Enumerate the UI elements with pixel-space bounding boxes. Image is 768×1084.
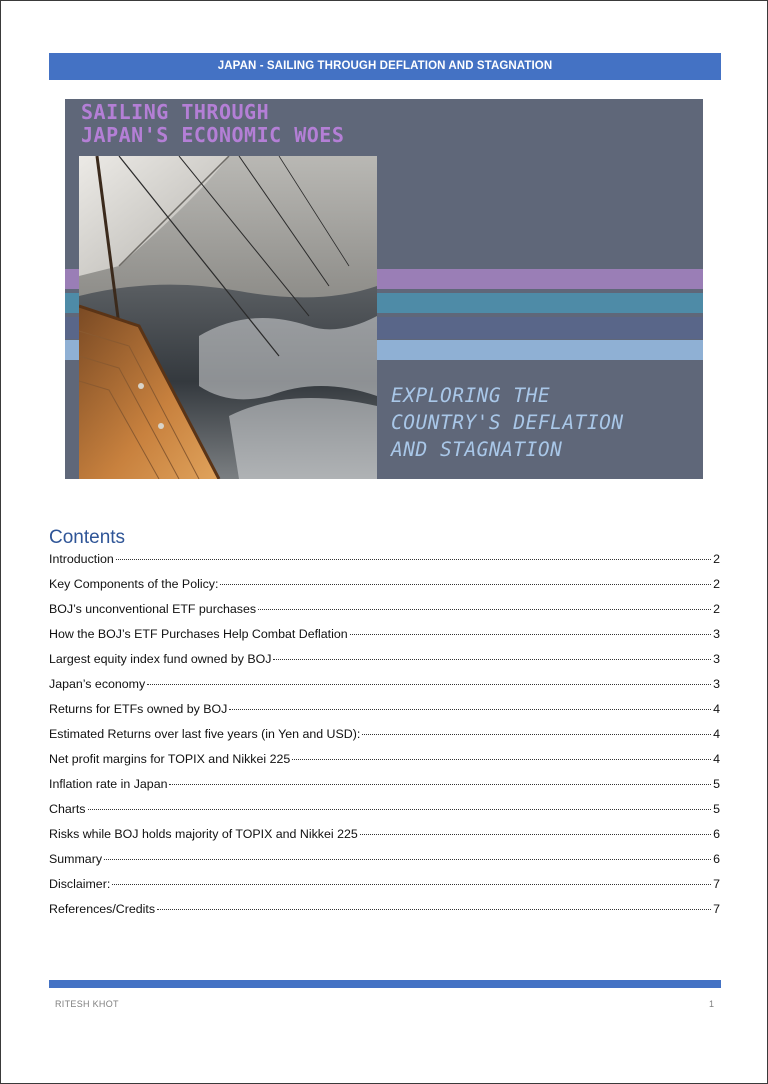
table-of-contents (49, 552, 720, 927)
toc-entry-title[interactable]: Estimated Returns over last five years (in Yen and USD): (49, 727, 361, 741)
toc-entry-title[interactable]: Net profit margins for TOPIX and Nikkei 225 (49, 752, 291, 766)
toc-entry[interactable] (49, 727, 720, 752)
cover-title-line: JAPAN'S ECONOMIC WOES (81, 123, 345, 147)
cover-image (65, 99, 703, 479)
footer-page-number: 1 (708, 999, 714, 1009)
cover-subtitle-line: COUNTRY'S DEFLATION (391, 411, 624, 434)
toc-leader-dots (350, 634, 711, 635)
footer-rule (49, 980, 721, 988)
toc-entry-page: 4 (713, 727, 720, 741)
toc-entry-title[interactable]: Risks while BOJ holds majority of TOPIX and Nikkei 225 (49, 827, 358, 841)
toc-entry-title[interactable]: Charts (49, 802, 86, 816)
toc-entry[interactable] (49, 677, 720, 702)
toc-entry-page: 4 (713, 752, 720, 766)
toc-leader-dots (104, 859, 711, 860)
toc-leader-dots (229, 709, 711, 710)
toc-entry-page: 2 (713, 577, 720, 591)
toc-entry-title[interactable]: Largest equity index fund owned by BOJ (49, 652, 272, 666)
toc-entry-page: 5 (713, 802, 720, 816)
toc-leader-dots (112, 884, 711, 885)
toc-entry[interactable] (49, 602, 720, 627)
toc-leader-dots (147, 684, 711, 685)
toc-entry[interactable] (49, 552, 720, 577)
toc-entry[interactable] (49, 702, 720, 727)
toc-entry-page: 3 (713, 677, 720, 691)
toc-entry[interactable] (49, 827, 720, 852)
toc-leader-dots (258, 609, 711, 610)
toc-entry-title[interactable]: BOJ’s unconventional ETF purchases (49, 602, 257, 616)
toc-entry-page: 2 (713, 552, 720, 566)
page-header: JAPAN - SAILING THROUGH DEFLATION AND STAGNATION (49, 53, 721, 80)
toc-leader-dots (273, 659, 711, 660)
toc-entry-title[interactable]: Returns for ETFs owned by BOJ (49, 702, 228, 716)
toc-leader-dots (360, 834, 711, 835)
cover-title (81, 101, 344, 147)
toc-entry[interactable] (49, 627, 720, 652)
toc-leader-dots (169, 784, 711, 785)
footer-author: RITESH KHOT (55, 999, 119, 1009)
toc-entry-page: 6 (713, 827, 720, 841)
toc-entry[interactable] (49, 902, 720, 927)
cover-subtitle-line: EXPLORING THE (391, 384, 551, 407)
toc-entry[interactable] (49, 877, 720, 902)
toc-entry[interactable] (49, 802, 720, 827)
toc-entry-page: 4 (713, 702, 720, 716)
toc-entry-title[interactable]: Inflation rate in Japan (49, 777, 168, 791)
toc-entry-page: 6 (713, 852, 720, 866)
sailboat-photo (79, 156, 377, 479)
toc-entry-page: 7 (713, 902, 720, 916)
toc-entry[interactable] (49, 577, 720, 602)
toc-entry-page: 7 (713, 877, 720, 891)
toc-entry-page: 3 (713, 627, 720, 641)
toc-entry-page: 5 (713, 777, 720, 791)
cover-title-line: SAILING THROUGH (81, 100, 270, 124)
toc-leader-dots (292, 759, 711, 760)
toc-leader-dots (220, 584, 711, 585)
toc-entry[interactable] (49, 852, 720, 877)
cover-subtitle-line: AND STAGNATION (391, 438, 563, 461)
toc-entry[interactable] (49, 752, 720, 777)
toc-entry-title[interactable]: Disclaimer: (49, 877, 111, 891)
toc-entry-title[interactable]: How the BOJ’s ETF Purchases Help Combat Deflation (49, 627, 348, 641)
toc-entry-page: 3 (713, 652, 720, 666)
toc-entry[interactable] (49, 777, 720, 802)
toc-entry-title[interactable]: Introduction (49, 552, 114, 566)
toc-entry[interactable] (49, 652, 720, 677)
toc-leader-dots (157, 909, 711, 910)
toc-leader-dots (362, 734, 711, 735)
toc-leader-dots (116, 559, 711, 560)
toc-entry-title[interactable]: Summary (49, 852, 103, 866)
toc-entry-title[interactable]: References/Credits (49, 902, 156, 916)
toc-entry-page: 2 (713, 602, 720, 616)
toc-entry-title[interactable]: Japan’s economy (49, 677, 146, 691)
toc-leader-dots (88, 809, 712, 810)
toc-entry-title[interactable]: Key Components of the Policy: (49, 577, 219, 591)
cover-subtitle (391, 382, 624, 463)
toc-heading: Contents (49, 527, 126, 548)
